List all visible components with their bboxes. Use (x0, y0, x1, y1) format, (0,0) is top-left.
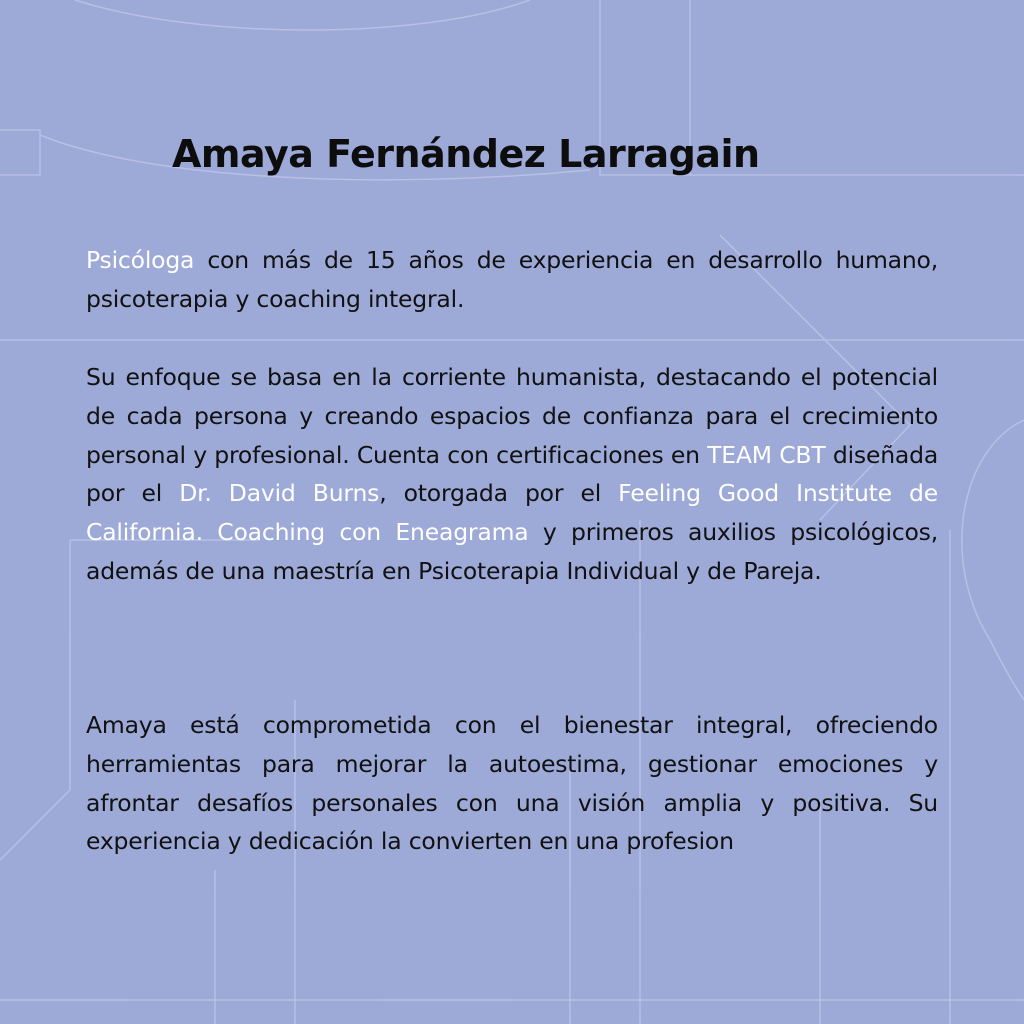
bio-paragraph-1 (86, 241, 938, 319)
page-title: Amaya Fernández Larragain (172, 132, 760, 176)
highlight-feeling-good-eneagrama: Feeling Good Institute de California. Coaching con Eneagrama (86, 479, 939, 547)
paragraph-2-text-4: y primeros auxilios psicológicos, además de una maestría en Psicoterapia Individual y de Pareja. (86, 518, 938, 585)
paragraph-3-text: Amaya está comprometida con el bienestar integral, ofreciendo herramientas para mejorar la autoestima, gestionar emociones y afrontar desafíos personales con una visión amplia y positiva. Su experiencia y dedicación la convierten en una profesion (86, 711, 938, 856)
paragraph-2-text-1: Su enfoque se basa en la corriente humanista, destacando el potencial de cada persona y creando espacios de confianza para el crecimiento personal y profesional. Cuenta con certificaciones en (86, 363, 938, 469)
highlight-psicologa: Psicóloga (86, 246, 195, 274)
highlight-david-burns: Dr. David Burns (179, 479, 380, 508)
paragraph-1-text: con más de 15 años de experiencia en desarrollo humano, psicoterapia y coaching integral. (86, 246, 938, 313)
paragraph-2-text-3: , otorgada por el (379, 479, 619, 508)
highlight-team-cbt: TEAM CBT (707, 440, 826, 469)
bio-paragraph-2 (86, 358, 938, 591)
bio-paragraph-3 (86, 706, 938, 861)
paragraph-2-text-2: diseñada por el (86, 440, 939, 508)
